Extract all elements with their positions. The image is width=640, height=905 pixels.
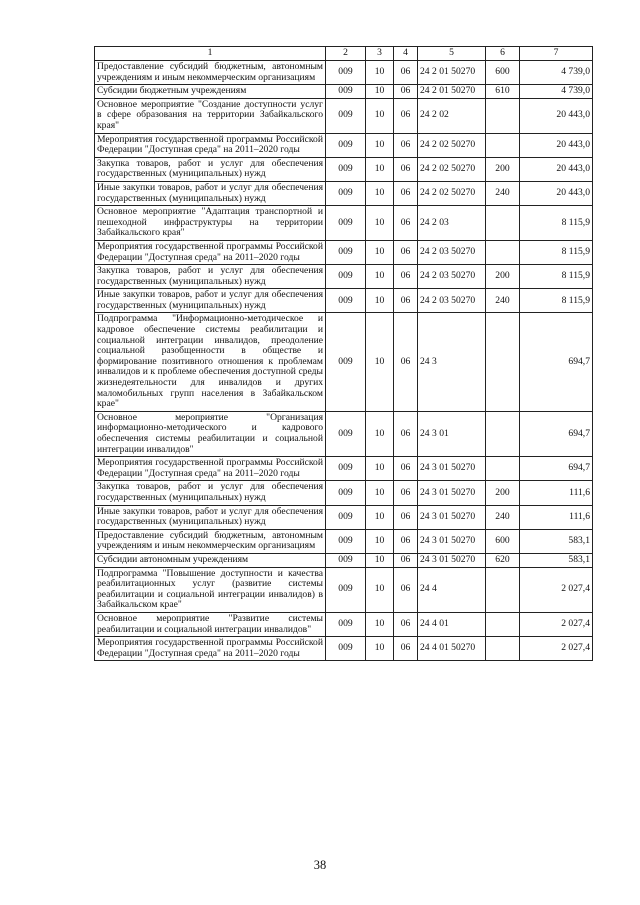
expense-type-cell: 240 xyxy=(486,505,520,529)
row-name-cell: Закупка товаров, работ и услуг для обеспечения государственных (муниципальных) нужд xyxy=(95,481,326,505)
target-article-cell: 24 3 xyxy=(418,313,486,411)
table-row xyxy=(95,637,593,661)
target-article-cell: 24 3 01 xyxy=(418,411,486,456)
section-code-cell: 10 xyxy=(366,289,394,313)
section-code-cell: 10 xyxy=(366,313,394,411)
expense-type-cell xyxy=(486,457,520,481)
row-name-cell: Субсидии автономным учреждениям xyxy=(95,553,326,567)
table-row xyxy=(95,98,593,133)
row-name-cell: Предоставление субсидий бюджетным, автономным учреждениям и иным некоммерческим организациям xyxy=(95,529,326,553)
section-code-cell: 10 xyxy=(366,637,394,661)
amount-cell: 694,7 xyxy=(520,313,593,411)
target-article-cell: 24 2 03 50270 xyxy=(418,289,486,313)
expense-type-cell: 240 xyxy=(486,289,520,313)
table-row xyxy=(95,206,593,241)
expense-type-cell: 200 xyxy=(486,265,520,289)
table-row xyxy=(95,157,593,181)
subsection-code-cell: 06 xyxy=(394,206,418,241)
expense-type-cell: 200 xyxy=(486,481,520,505)
budget-table xyxy=(94,46,593,661)
ministry-code-cell: 009 xyxy=(326,411,366,456)
subsection-code-cell: 06 xyxy=(394,265,418,289)
row-name-cell: Основное мероприятие "Организация информационно-методического и кадрового обеспечения системы реабилитации и социальной интеграции инвалидов" xyxy=(95,411,326,456)
row-name-cell: Закупка товаров, работ и услуг для обеспечения государственных (муниципальных) нужд xyxy=(95,265,326,289)
subsection-code-cell: 06 xyxy=(394,567,418,612)
table-row xyxy=(95,61,593,85)
amount-cell: 8 115,9 xyxy=(520,289,593,313)
row-name-cell: Основное мероприятие "Адаптация транспортной и пешеходной инфраструктуры на территории Забайкальского края" xyxy=(95,206,326,241)
ministry-code-cell: 009 xyxy=(326,181,366,205)
row-name-cell: Мероприятия государственной программы Российской Федерации "Доступная среда" на 2011–2020 годы xyxy=(95,457,326,481)
row-name-cell: Иные закупки товаров, работ и услуг для обеспечения государственных (муниципальных) нужд xyxy=(95,181,326,205)
subsection-code-cell: 06 xyxy=(394,85,418,99)
ministry-code-cell: 009 xyxy=(326,612,366,636)
expense-type-cell xyxy=(486,637,520,661)
target-article-cell: 24 2 02 xyxy=(418,98,486,133)
row-name-cell: Основное мероприятие "Развитие системы реабилитации и социальной интеграции инвалидов" xyxy=(95,612,326,636)
table-row xyxy=(95,481,593,505)
expense-type-cell xyxy=(486,206,520,241)
table-row xyxy=(95,133,593,157)
amount-cell: 2 027,4 xyxy=(520,637,593,661)
section-code-cell: 10 xyxy=(366,505,394,529)
expense-type-cell: 240 xyxy=(486,181,520,205)
subsection-code-cell: 06 xyxy=(394,505,418,529)
subsection-code-cell: 06 xyxy=(394,553,418,567)
target-article-cell: 24 4 xyxy=(418,567,486,612)
ministry-code-cell: 009 xyxy=(326,505,366,529)
amount-cell: 694,7 xyxy=(520,457,593,481)
target-article-cell: 24 3 01 50270 xyxy=(418,529,486,553)
row-name-cell: Иные закупки товаров, работ и услуг для обеспечения государственных (муниципальных) нужд xyxy=(95,289,326,313)
target-article-cell: 24 2 01 50270 xyxy=(418,85,486,99)
section-code-cell: 10 xyxy=(366,240,394,264)
ministry-code-cell: 009 xyxy=(326,313,366,411)
subsection-code-cell: 06 xyxy=(394,612,418,636)
section-code-cell: 10 xyxy=(366,529,394,553)
row-name-cell: Мероприятия государственной программы Российской Федерации "Доступная среда" на 2011–2020 годы xyxy=(95,637,326,661)
ministry-code-cell: 009 xyxy=(326,553,366,567)
section-code-cell: 10 xyxy=(366,206,394,241)
ministry-code-cell: 009 xyxy=(326,265,366,289)
subsection-code-cell: 06 xyxy=(394,313,418,411)
amount-cell: 111,6 xyxy=(520,505,593,529)
table-row xyxy=(95,240,593,264)
subsection-code-cell: 06 xyxy=(394,529,418,553)
column-header: 7 xyxy=(520,47,593,61)
row-name-cell: Мероприятия государственной программы Российской Федерации "Доступная среда" на 2011–2020 годы xyxy=(95,133,326,157)
row-name-cell: Субсидии бюджетным учреждениям xyxy=(95,85,326,99)
subsection-code-cell: 06 xyxy=(394,240,418,264)
table-body xyxy=(95,61,593,661)
expense-type-cell: 200 xyxy=(486,157,520,181)
target-article-cell: 24 3 01 50270 xyxy=(418,553,486,567)
amount-cell: 694,7 xyxy=(520,411,593,456)
section-code-cell: 10 xyxy=(366,411,394,456)
table-header-row xyxy=(95,47,593,61)
page-number: 38 xyxy=(313,858,327,872)
expense-type-cell xyxy=(486,240,520,264)
expense-type-cell: 620 xyxy=(486,553,520,567)
expense-type-cell xyxy=(486,411,520,456)
ministry-code-cell: 009 xyxy=(326,85,366,99)
section-code-cell: 10 xyxy=(366,133,394,157)
section-code-cell: 10 xyxy=(366,553,394,567)
target-article-cell: 24 3 01 50270 xyxy=(418,505,486,529)
row-name-cell: Мероприятия государственной программы Российской Федерации "Доступная среда" на 2011–2020 годы xyxy=(95,240,326,264)
amount-cell: 8 115,9 xyxy=(520,206,593,241)
ministry-code-cell: 009 xyxy=(326,457,366,481)
section-code-cell: 10 xyxy=(366,265,394,289)
ministry-code-cell: 009 xyxy=(326,206,366,241)
expense-type-cell: 610 xyxy=(486,85,520,99)
amount-cell: 20 443,0 xyxy=(520,181,593,205)
section-code-cell: 10 xyxy=(366,612,394,636)
column-header: 2 xyxy=(326,47,366,61)
ministry-code-cell: 009 xyxy=(326,98,366,133)
target-article-cell: 24 3 01 50270 xyxy=(418,481,486,505)
subsection-code-cell: 06 xyxy=(394,181,418,205)
target-article-cell: 24 2 03 50270 xyxy=(418,265,486,289)
ministry-code-cell: 009 xyxy=(326,529,366,553)
subsection-code-cell: 06 xyxy=(394,98,418,133)
amount-cell: 4 739,0 xyxy=(520,85,593,99)
expense-type-cell: 600 xyxy=(486,61,520,85)
subsection-code-cell: 06 xyxy=(394,289,418,313)
target-article-cell: 24 2 02 50270 xyxy=(418,157,486,181)
target-article-cell: 24 3 01 50270 xyxy=(418,457,486,481)
subsection-code-cell: 06 xyxy=(394,61,418,85)
table-row xyxy=(95,313,593,411)
table-row xyxy=(95,529,593,553)
expense-type-cell xyxy=(486,313,520,411)
table-row xyxy=(95,457,593,481)
expense-type-cell xyxy=(486,133,520,157)
subsection-code-cell: 06 xyxy=(394,157,418,181)
amount-cell: 4 739,0 xyxy=(520,61,593,85)
ministry-code-cell: 009 xyxy=(326,133,366,157)
ministry-code-cell: 009 xyxy=(326,481,366,505)
row-name-cell: Основное мероприятие "Создание доступности услуг в сфере образования на территории Забайкальского края" xyxy=(95,98,326,133)
amount-cell: 583,1 xyxy=(520,553,593,567)
target-article-cell: 24 2 01 50270 xyxy=(418,61,486,85)
amount-cell: 111,6 xyxy=(520,481,593,505)
section-code-cell: 10 xyxy=(366,98,394,133)
ministry-code-cell: 009 xyxy=(326,637,366,661)
section-code-cell: 10 xyxy=(366,61,394,85)
amount-cell: 8 115,9 xyxy=(520,265,593,289)
column-header: 1 xyxy=(95,47,326,61)
table-row xyxy=(95,567,593,612)
table-row xyxy=(95,181,593,205)
table-row xyxy=(95,411,593,456)
target-article-cell: 24 4 01 xyxy=(418,612,486,636)
subsection-code-cell: 06 xyxy=(394,133,418,157)
amount-cell: 20 443,0 xyxy=(520,133,593,157)
row-name-cell: Предоставление субсидий бюджетным, автономным учреждениям и иным некоммерческим организациям xyxy=(95,61,326,85)
table-row xyxy=(95,505,593,529)
column-header: 3 xyxy=(366,47,394,61)
expense-type-cell: 600 xyxy=(486,529,520,553)
section-code-cell: 10 xyxy=(366,157,394,181)
target-article-cell: 24 2 02 50270 xyxy=(418,133,486,157)
ministry-code-cell: 009 xyxy=(326,61,366,85)
row-name-cell: Подпрограмма "Повышение доступности и качества реабилитационных услуг (развитие системы реабилитации и социальной интеграции инвалидов) в Забайкальском крае" xyxy=(95,567,326,612)
row-name-cell: Закупка товаров, работ и услуг для обеспечения государственных (муниципальных) нужд xyxy=(95,157,326,181)
subsection-code-cell: 06 xyxy=(394,481,418,505)
amount-cell: 2 027,4 xyxy=(520,567,593,612)
table-row xyxy=(95,85,593,99)
table-row xyxy=(95,553,593,567)
amount-cell: 8 115,9 xyxy=(520,240,593,264)
column-header: 5 xyxy=(418,47,486,61)
target-article-cell: 24 2 03 xyxy=(418,206,486,241)
column-header: 4 xyxy=(394,47,418,61)
section-code-cell: 10 xyxy=(366,181,394,205)
table-row xyxy=(95,612,593,636)
expense-type-cell xyxy=(486,98,520,133)
table-row xyxy=(95,265,593,289)
section-code-cell: 10 xyxy=(366,481,394,505)
column-header: 6 xyxy=(486,47,520,61)
ministry-code-cell: 009 xyxy=(326,157,366,181)
target-article-cell: 24 2 03 50270 xyxy=(418,240,486,264)
row-name-cell: Иные закупки товаров, работ и услуг для обеспечения государственных (муниципальных) нужд xyxy=(95,505,326,529)
amount-cell: 20 443,0 xyxy=(520,98,593,133)
target-article-cell: 24 2 02 50270 xyxy=(418,181,486,205)
amount-cell: 583,1 xyxy=(520,529,593,553)
ministry-code-cell: 009 xyxy=(326,289,366,313)
amount-cell: 2 027,4 xyxy=(520,612,593,636)
subsection-code-cell: 06 xyxy=(394,637,418,661)
target-article-cell: 24 4 01 50270 xyxy=(418,637,486,661)
expense-type-cell xyxy=(486,567,520,612)
subsection-code-cell: 06 xyxy=(394,411,418,456)
amount-cell: 20 443,0 xyxy=(520,157,593,181)
section-code-cell: 10 xyxy=(366,85,394,99)
subsection-code-cell: 06 xyxy=(394,457,418,481)
table-row xyxy=(95,289,593,313)
section-code-cell: 10 xyxy=(366,457,394,481)
section-code-cell: 10 xyxy=(366,567,394,612)
row-name-cell: Подпрограмма "Информационно-методическое и кадровое обеспечение системы реабилитации и социальной интеграции инвалидов, преодоление социальной разобщенности в обществе и формирование позитивного отношения к проблемам инвалидов и к проблеме обеспечения доступной среды жизнедеятельности для инвалидов и других маломобильных групп населения в Забайкальском крае" xyxy=(95,313,326,411)
ministry-code-cell: 009 xyxy=(326,567,366,612)
ministry-code-cell: 009 xyxy=(326,240,366,264)
expense-type-cell xyxy=(486,612,520,636)
